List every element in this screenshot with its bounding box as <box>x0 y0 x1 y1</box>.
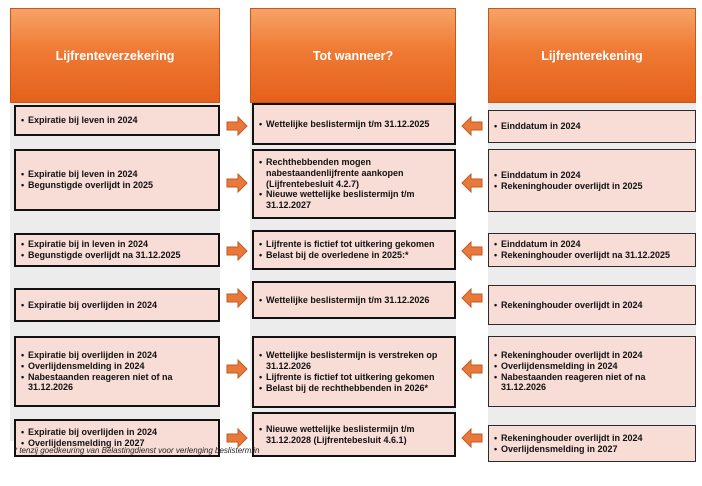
row-1-left-box <box>14 105 220 136</box>
header-lijfrenteverzekering: Lijfrenteverzekering <box>10 8 220 103</box>
row-5-left-arrow-icon <box>461 359 483 379</box>
row-2-left-arrow-icon <box>461 173 483 193</box>
bullet-icon: • <box>21 349 25 360</box>
bullet-icon: • <box>21 250 25 260</box>
bullet-text: Rechthebbenden mogen nabestaandenlijfrente aankopen (Lijfrentebesluit 4.2.7) <box>266 156 404 189</box>
bullet-text: Expiratie bij leven in 2024 <box>28 115 138 126</box>
bullet-icon: • <box>494 169 498 180</box>
bullet-icon: • <box>494 239 498 250</box>
row-2-right-arrow-icon <box>226 173 248 193</box>
bullet-item <box>494 361 690 372</box>
bullet-icon: • <box>494 360 498 371</box>
bullet-item <box>494 444 690 455</box>
bullet-icon: • <box>494 371 498 382</box>
row-4-right-arrow-icon <box>226 288 248 308</box>
bullet-icon: • <box>259 189 263 200</box>
row-3-left-arrow-icon <box>461 241 483 261</box>
row-1-left-arrow-icon <box>461 116 483 136</box>
bullet-icon: • <box>494 443 498 454</box>
row-2-left-box <box>14 149 220 211</box>
bullet-item <box>494 250 690 261</box>
header-lijfrenterekening: Lijfrenterekening <box>488 8 696 103</box>
bullet-item <box>259 350 449 372</box>
bullet-icon: • <box>21 427 25 438</box>
row-4-left-arrow-icon <box>461 288 483 308</box>
bullet-text: Einddatum in 2024 <box>501 121 581 132</box>
bullet-item <box>21 250 213 261</box>
bullet-item <box>259 119 449 130</box>
row-4-left-box <box>14 288 220 322</box>
bullet-text: Rekeninghouder overlijdt in 2024 <box>501 349 643 360</box>
row-5-middle-box <box>252 336 456 408</box>
bullet-item <box>494 300 690 311</box>
bullet-item <box>494 433 690 444</box>
bullet-item <box>21 169 213 180</box>
bullet-text: Nabestaanden reageren niet of na 31.12.2026 <box>501 371 646 393</box>
bullet-item <box>494 350 690 361</box>
bullet-item <box>21 239 213 250</box>
row-2-middle-box <box>252 149 456 219</box>
row-2-right-box <box>488 149 696 212</box>
bullet-text: Overlijdensmelding in 2027 <box>501 443 618 454</box>
bullet-icon: • <box>259 156 263 167</box>
row-5-right-arrow-icon <box>226 359 248 379</box>
bullet-item <box>259 239 449 250</box>
bullet-text: Rekeninghouder overlijdt in 2024 <box>501 432 643 443</box>
bullet-icon: • <box>259 372 263 382</box>
bullet-item <box>494 372 690 394</box>
row-1-right-arrow-icon <box>226 116 248 136</box>
bullet-icon: • <box>21 360 25 371</box>
row-6-right-arrow-icon <box>226 428 248 448</box>
bullet-text: Belast bij de overledene in 2025:* <box>266 250 409 260</box>
bullet-text: Einddatum in 2024 <box>501 169 581 180</box>
bullet-icon: • <box>259 350 263 361</box>
row-1-right-box <box>488 110 696 143</box>
bullet-icon: • <box>494 349 498 360</box>
bullet-text: Overlijdensmelding in 2024 <box>28 360 145 371</box>
bullet-text: Nieuwe wettelijke beslistermijn t/m 31.12.2028 (Lijfrentebesluit 4.6.1) <box>266 423 415 445</box>
bullet-icon: • <box>259 423 263 434</box>
row-3-middle-box <box>252 230 456 270</box>
bullet-item <box>259 295 449 306</box>
bullet-item <box>494 181 690 192</box>
bullet-icon: • <box>494 432 498 443</box>
bullet-item <box>494 170 690 181</box>
bullet-icon: • <box>21 180 25 190</box>
row-5-right-box <box>488 336 696 407</box>
bullet-text: Einddatum in 2024 <box>501 239 581 250</box>
row-6-middle-box <box>252 412 456 457</box>
bullet-text: Begunstigde overlijdt na 31.12.2025 <box>28 250 181 260</box>
bullet-item <box>21 372 213 394</box>
bullet-item <box>21 115 213 126</box>
bullet-item <box>259 372 449 383</box>
bullet-item <box>259 189 449 211</box>
bullet-item <box>259 157 449 190</box>
bullet-text: Rekeninghouder overlijdt in 2024 <box>501 299 643 310</box>
bullet-text: Begunstigde overlijdt in 2025 <box>28 180 154 190</box>
bullet-icon: • <box>21 299 25 310</box>
bullet-icon: • <box>21 371 25 382</box>
bullet-text: Nieuwe wettelijke beslistermijn t/m 31.12.2027 <box>266 189 415 211</box>
row-4-right-box <box>488 285 696 325</box>
bullet-text: Rekeninghouder overlijdt na 31.12.2025 <box>501 250 671 260</box>
bullet-text: Expiratie bij overlijden in 2024 <box>28 349 158 360</box>
bullet-icon: • <box>21 438 25 448</box>
row-1-middle-box <box>252 103 456 145</box>
bullet-icon: • <box>259 118 263 129</box>
bullet-item <box>21 180 213 191</box>
bullet-text: Belast bij de rechthebbenden in 2026* <box>266 382 429 393</box>
bullet-text: Expiratie bij leven in 2024 <box>28 169 138 180</box>
bullet-icon: • <box>259 294 263 305</box>
bullet-icon: • <box>494 121 498 132</box>
bullet-item <box>21 350 213 361</box>
bullet-icon: • <box>259 250 263 260</box>
bullet-item <box>21 427 213 438</box>
bullet-text: Wettelijke beslistermijn is verstreken op 31.12.2026 <box>266 350 438 372</box>
bullet-icon: • <box>494 299 498 310</box>
row-6-right-box <box>488 425 696 462</box>
row-4-middle-box <box>252 281 456 319</box>
bullet-icon: • <box>21 169 25 180</box>
bullet-text: Overlijdensmelding in 2027 <box>28 438 145 448</box>
bullet-text: Expiratie bij in leven in 2024 <box>28 239 149 250</box>
bullet-item <box>21 300 213 311</box>
bullet-text: Overlijdensmelding in 2024 <box>501 360 618 371</box>
bullet-icon: • <box>494 180 498 191</box>
row-6-left-arrow-icon <box>461 428 483 448</box>
bullet-text: Expiratie bij overlijden in 2024 <box>28 427 158 438</box>
bullet-item <box>21 361 213 372</box>
bullet-text: Lijfrente is fictief tot uitkering gekomen <box>266 372 435 382</box>
bullet-icon: • <box>21 115 25 126</box>
bullet-item <box>259 424 449 446</box>
bullet-item <box>259 383 449 394</box>
bullet-icon: • <box>494 250 498 260</box>
row-5-left-box <box>14 336 220 407</box>
row-3-right-box <box>488 233 696 267</box>
bullet-text: Nabestaanden reageren niet of na 31.12.2026 <box>28 371 173 393</box>
bullet-text: Expiratie bij overlijden in 2024 <box>28 299 158 310</box>
bullet-item <box>494 239 690 250</box>
row-3-left-box <box>14 233 220 267</box>
bullet-item <box>259 250 449 261</box>
bullet-icon: • <box>21 239 25 250</box>
bullet-text: Wettelijke beslistermijn t/m 31.12.2026 <box>266 294 430 305</box>
bullet-icon: • <box>259 382 263 393</box>
bullet-text: Wettelijke beslistermijn t/m 31.12.2025 <box>266 118 430 129</box>
row-3-right-arrow-icon <box>226 241 248 261</box>
footnote: * tenzij goedkeuring van Belastingdienst voor verlenging beslistermijn <box>14 446 260 455</box>
header-tot-wanneer: Tot wanneer? <box>250 8 456 103</box>
bullet-item <box>494 121 690 132</box>
bullet-text: Rekeninghouder overlijdt in 2025 <box>501 180 643 191</box>
bullet-icon: • <box>259 239 263 250</box>
bullet-text: Lijfrente is fictief tot uitkering gekomen <box>266 239 435 250</box>
